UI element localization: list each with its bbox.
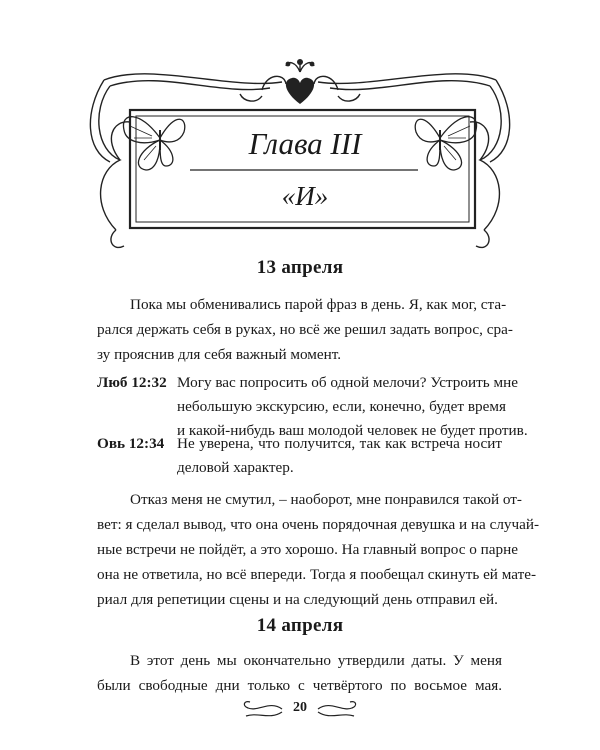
text-line: она не ответила, но всё впереди. Тогда я пообещал скинуть ей мате-: [97, 566, 537, 583]
text-line: вет: я сделал вывод, что она очень порядочная девушка и на случай-: [97, 516, 540, 533]
date-heading: 14 апреля: [256, 615, 344, 636]
chapter-subtitle: «И»: [281, 181, 329, 211]
text-line: риал для репетиции сцены и на следующий день отправил ей.: [97, 591, 498, 608]
text-line: Могу вас попросить об одной мелочи? Устроить мне: [177, 374, 518, 391]
text-line: В этот день мы окончательно утвердили даты. У меня: [130, 652, 502, 669]
chapter-title: Глава III: [248, 126, 362, 161]
date-heading: 13 апреля: [256, 257, 344, 278]
text-line: были свободные дни только с четвёртого по восьмое мая.: [97, 677, 502, 694]
text-line: небольшую экскурсию, если, конечно, будет время: [177, 398, 506, 415]
paragraph: [97, 292, 513, 367]
text-line: Не уверена, что получится, так как встреча носит: [177, 435, 502, 452]
message-author-time: Люб 12:32: [97, 374, 167, 391]
paragraph: [97, 487, 540, 612]
message-text: [177, 432, 502, 480]
page-number: 20: [293, 700, 307, 715]
text-line: рался держать себя в руках, но всё же решил задать вопрос, сра-: [97, 321, 513, 338]
message-author-time: Овь 12:34: [97, 435, 165, 452]
text-line: Отказ меня не смутил, – наоборот, мне понравился такой от-: [130, 491, 522, 508]
text-line: ные встречи не пойдёт, а это хорошо. На главный вопрос о парне: [97, 541, 518, 558]
paragraph: [97, 648, 502, 698]
text-line: и какой-нибудь ваш молодой человек не будет против.: [177, 422, 528, 439]
text-line: зу прояснив для себя важный момент.: [97, 346, 342, 363]
text-line: деловой характер.: [177, 459, 294, 476]
text-line: Пока мы обменивались парой фраз в день. Я, как мог, ста-: [130, 296, 507, 313]
